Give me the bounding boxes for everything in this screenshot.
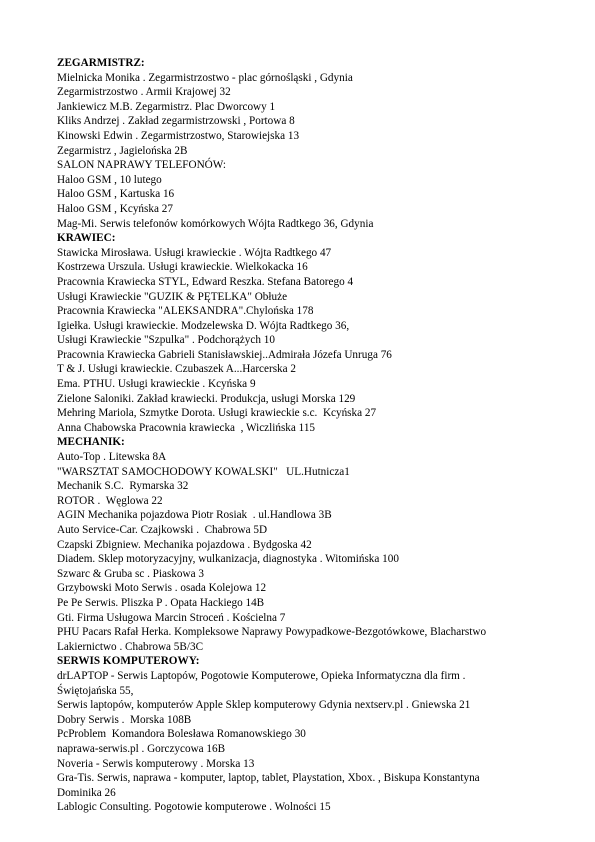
listing-line: Igiełka. Usługi krawieckie. Modzelewska D. Wójta Radtkego 36, [57,319,350,332]
listing-line: Usługi Krawieckie "Szpulka" . Podchorążych 10 [57,334,275,347]
section-heading: SERWIS KOMPUTEROWY: [57,655,200,668]
listing-line: Jankiewicz M.B. Zegarmistrz. Plac Dworcowy 1 [57,100,276,113]
listing-line: Haloo GSM , 10 lutego [57,173,162,186]
listing-line: Lablogic Consulting. Pogotowie komputerowe . Wolności 15 [57,801,331,814]
listing-line: SALON NAPRAWY TELEFONÓW: [57,159,226,172]
listing-line: Serwis laptopów, komputerów Apple Sklep komputerowy Gdynia nextserv.pl . Gniewska 21 [57,699,471,712]
section-heading: ZEGARMISTRZ: [57,57,145,69]
listing-line: Kinowski Edwin . Zegarmistrzostwo, Starowiejska 13 [57,129,300,142]
listing-line: Stawicka Mirosława. Usługi krawieckie . Wójta Radtkego 47 [57,246,332,259]
listing-line: Gra-Tis. Serwis, naprawa - komputer, laptop, tablet, Playstation, Xbox. , Biskupa Konstantyna [57,772,480,785]
listing-line: Usługi Krawieckie "GUZIK & PĘTELKA" Obłuże [57,290,288,303]
listing-line: Mechanik S.C. Rymarska 32 [57,480,189,493]
document-page [57,56,557,815]
listing-line: "WARSZTAT SAMOCHODOWY KOWALSKI" UL.Hutnicza1 [57,465,350,478]
section-heading: MECHANIK: [57,436,125,449]
listing-line: Grzybowski Moto Serwis . osada Kolejowa 12 [57,582,267,595]
listing-line: Haloo GSM , Kcyńska 27 [57,202,173,215]
listing-line: naprawa-serwis.pl . Gorczycowa 16B [57,742,226,755]
listing-line: Gti. Firma Usługowa Marcin Stroceń . Kościelna 7 [57,611,286,624]
listing-line: Mag-Mi. Serwis telefonów komórkowych Wójta Radtkego 36, Gdynia [57,217,374,230]
listing-line: Pracownia Krawiecka Gabrieli Stanisławskiej..Admirała Józefa Unruga 76 [57,348,392,361]
listing-line: Dobry Serwis . Morska 108B [57,713,192,726]
listing-line: Zegarmistrz , Jagielońska 2B [57,144,188,157]
listing-line: Czapski Zbigniew. Mechanika pojazdowa . Bydgoska 42 [57,538,312,551]
listing-line: PHU Pacars Rafał Herka. Kompleksowe Naprawy Powypadkowe-Bezgotówkowe, Blacharstwo [57,626,487,639]
listing-line: Mielnicka Monika . Zegarmistrzostwo - plac górnośląski , Gdynia [57,71,353,84]
listing-line: Auto-Top . Litewska 8A [57,451,167,464]
listing-line: Pracownia Krawiecka "ALEKSANDRA".Chylońska 178 [57,305,314,318]
listing-line: Zielone Saloniki. Zakład krawiecki. Produkcja, usługi Morska 129 [57,392,356,405]
listing-line: Dominika 26 [57,786,116,799]
listing-line: Lakiernictwo . Chabrowa 5B/3C [57,640,204,653]
listing-line: Anna Chabowska Pracownia krawiecka , Wiczlińska 115 [57,421,316,434]
listing-line: PcProblem Komandora Bolesława Romanowskiego 30 [57,728,306,741]
listing-line: ROTOR . Węglowa 22 [57,494,163,507]
listing-line: Noveria - Serwis komputerowy . Morska 13 [57,757,255,770]
listing-line: Ema. PTHU. Usługi krawieckie . Kcyńska 9 [57,378,256,391]
listing-line: Auto Service-Car. Czajkowski . Chabrowa 5D [57,524,268,536]
listing-line: Kostrzewa Urszula. Usługi krawieckie. Wielkokacka 16 [57,261,308,274]
listing-line: Haloo GSM , Kartuska 16 [57,188,175,201]
listing-line: Pe Pe Serwis. Pliszka P . Opata Hackiego 14B [57,596,265,609]
listing-line: Szwarc & Gruba sc . Piaskowa 3 [57,567,204,580]
section-heading: KRAWIEC: [57,232,116,245]
listing-line: Diadem. Sklep motoryzacyjny, wulkanizacja, diagnostyka . Witomińska 100 [57,553,399,566]
listing-line: Zegarmistrzostwo . Armii Krajowej 32 [57,86,231,99]
listing-line: Kliks Andrzej . Zakład zegarmistrzowski , Portowa 8 [57,115,295,128]
listing-line: Świętojańska 55, [57,684,134,697]
listing-line: drLAPTOP - Serwis Laptopów, Pogotowie Komputerowe, Opieka Informatyczna dla firm . [57,669,466,682]
listing-line: T & J. Usługi krawieckie. Czubaszek A...Harcerska 2 [57,363,297,376]
listing-line: AGIN Mechanika pojazdowa Piotr Rosiak . ul.Handlowa 3B [57,509,332,522]
listing-line: Pracownia Krawiecka STYL, Edward Reszka. Stefana Batorego 4 [57,275,354,288]
listing-line: Mehring Mariola, Szmytke Dorota. Usługi krawieckie s.c. Kcyńska 27 [57,407,377,420]
